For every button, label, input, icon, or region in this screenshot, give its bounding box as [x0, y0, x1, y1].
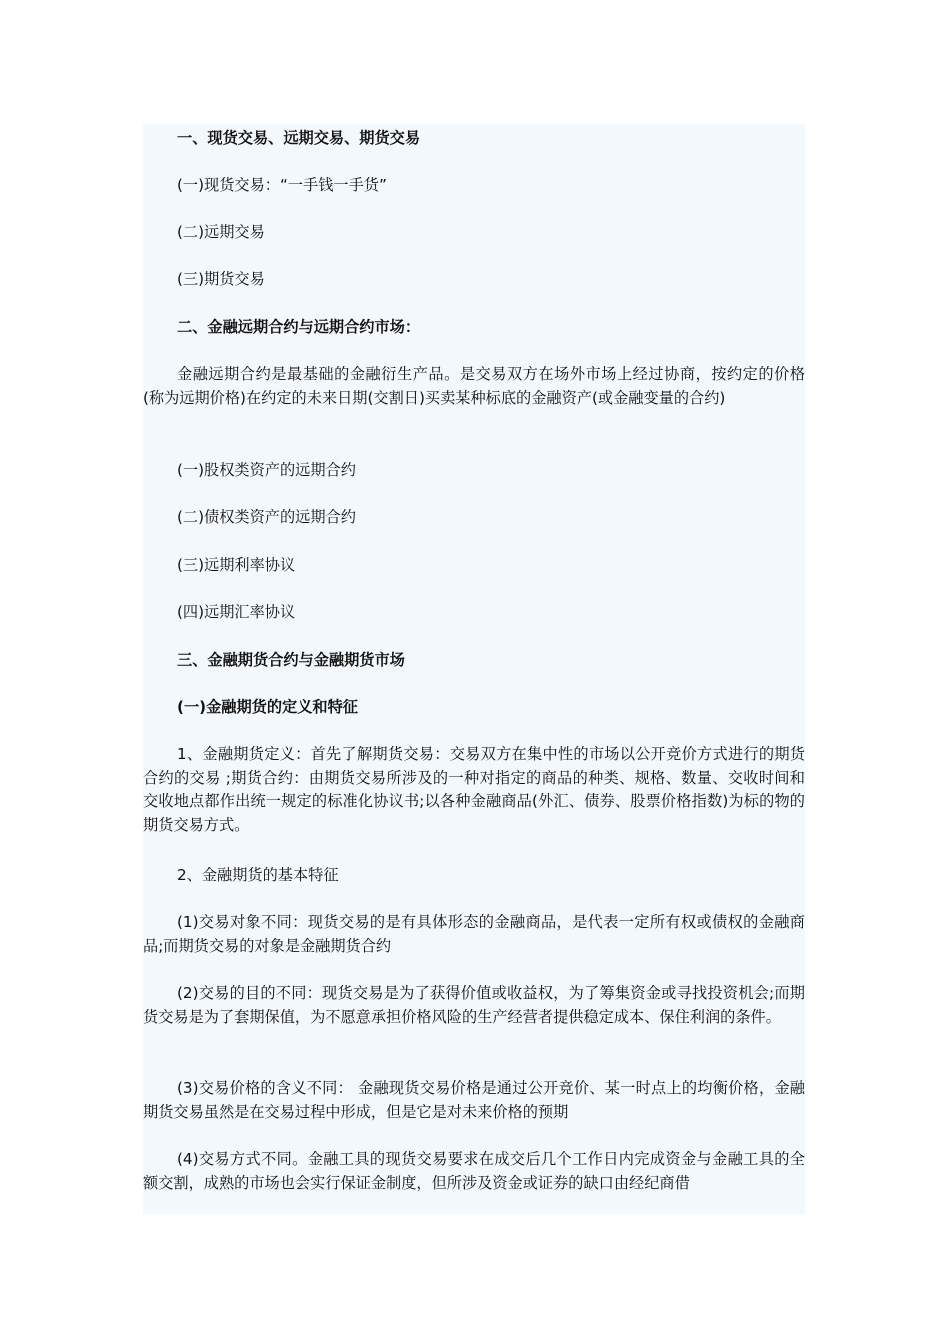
paragraph-feature-3: (3)交易价格的含义不同： 金融现货交易价格是通过公开竞价、某一时点上的均衡价格，金融期货交易虽然是在交易过程中形成，但是它是对未来价格的预期 [143, 1079, 805, 1121]
paragraph-futures-definition: 1、金融期货定义：首先了解期货交易：交易双方在集中性的市场以公开竞价方式进行的期货合约的交易 ;期货合约：由期货交易所涉及的一种对指定的商品的种类、规格、数量、交收时间和交收地点都作出统一规定的标准化协议书;以各种金融商品(外汇、债券、股票价格指数)为标的物的期货交易方式。 [143, 745, 805, 834]
document-body [143, 124, 805, 1214]
list-item-debt-forward: (二)债权类资产的远期合约 [177, 508, 356, 526]
list-item-forward-trading: (二)远期交易 [177, 223, 265, 241]
list-item-futures-trading: (三)期货交易 [177, 270, 265, 288]
list-item-spot-trading: (一)现货交易：“一手钱一手货” [177, 176, 387, 194]
section-heading-1: 一、现货交易、远期交易、期货交易 [177, 129, 420, 147]
list-item-forward-rate-agreement: (三)远期利率协议 [177, 556, 296, 574]
paragraph-forward-contract-definition: 金融远期合约是最基础的金融衍生产品。是交易双方在场外市场上经过协商，按约定的价格(称为远期价格)在约定的未来日期(交割日)买卖某种标底的金融资产(或金融变量的合约) [143, 365, 805, 407]
paragraph-feature-4: (4)交易方式不同。金融工具的现货交易要求在成交后几个工作日内完成资金与金融工具的全额交割，成熟的市场也会实行保证金制度，但所涉及资金或证券的缺口由经纪商借 [143, 1150, 805, 1192]
section-heading-3: 三、金融期货合约与金融期货市场 [177, 651, 405, 669]
paragraph-futures-features-title: 2、金融期货的基本特征 [177, 866, 339, 884]
list-item-equity-forward: (一)股权类资产的远期合约 [177, 461, 356, 479]
section-heading-2: 二、金融远期合约与远期合约市场： [177, 318, 420, 336]
paragraph-feature-1: (1)交易对象不同：现货交易的是有具体形态的金融商品，是代表一定所有权或债权的金融商品;而期货交易的对象是金融期货合约 [143, 913, 805, 955]
list-item-forward-fx-agreement: (四)远期汇率协议 [177, 603, 296, 621]
paragraph-feature-2: (2)交易的目的不同：现货交易是为了获得价值或收益权，为了筹集资金或寻找投资机会;而期货交易是为了套期保值，为不愿意承担价格风险的生产经营者提供稳定成本、保住利润的条件。 [143, 984, 805, 1026]
subsection-heading-futures-definition: (一)金融期货的定义和特征 [177, 698, 358, 716]
